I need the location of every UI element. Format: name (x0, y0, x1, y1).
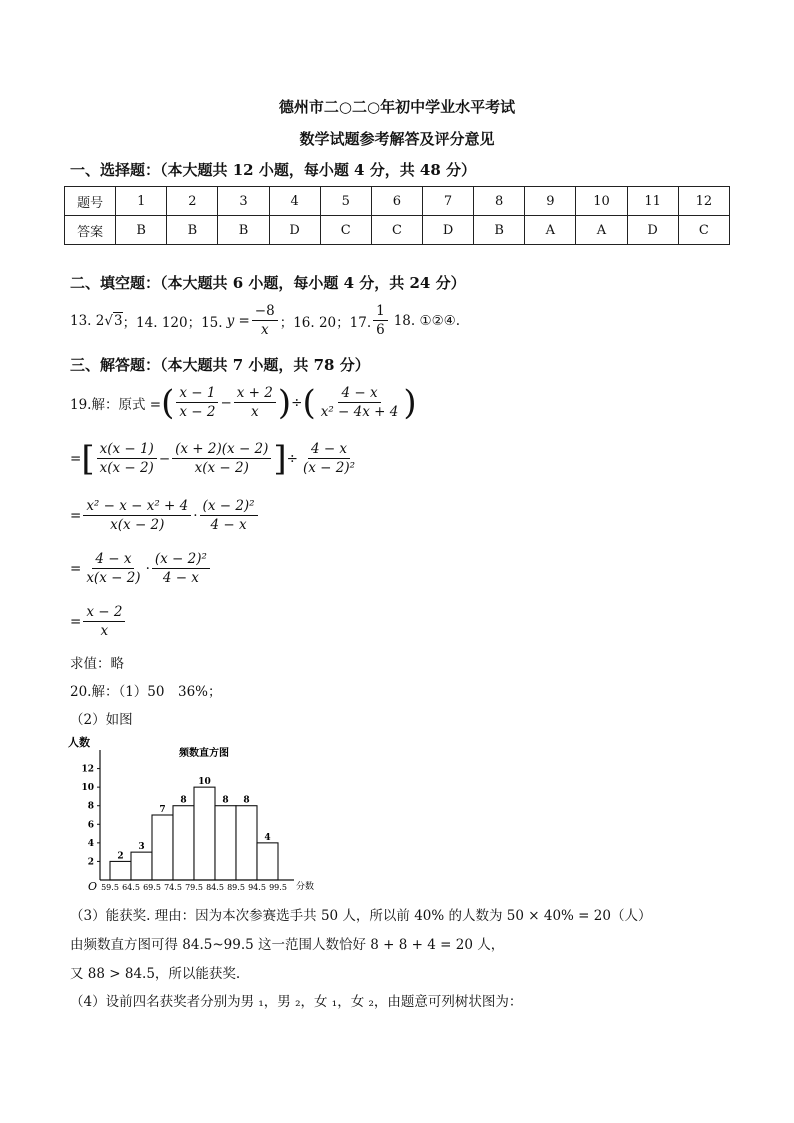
histogram-bar (152, 815, 173, 880)
q20-part-1: 20.解：（1）50 36%； (70, 684, 222, 700)
x-tick-label: 79.5 (185, 883, 203, 892)
x-tick-label: 89.5 (227, 883, 245, 892)
answer-14: ；14. 120；15. (122, 314, 223, 331)
y-tick-label: 12 (81, 764, 94, 775)
section-1-heading: 一、选择题：（本大题共 12 小题，每小题 4 分，共 48 分） (70, 161, 477, 179)
x-axis-label: 分数 (296, 882, 315, 892)
q19-step-4: = $\frac{4 - x}{x(x - 2)}$ · $\frac{\text{(x − 2)²}}{4 - x}$ (70, 550, 212, 587)
frequency-histogram (64, 732, 324, 894)
answer-cell: B (474, 216, 525, 245)
q19-label: 19.解：原式 = (70, 396, 162, 413)
answer-cell: D (627, 216, 678, 245)
question-number-cell: 11 (627, 187, 678, 216)
answer-table (64, 186, 730, 245)
y-tick-label: 8 (87, 801, 94, 812)
page-title: 德州市二○二○年初中学业水平考试 (278, 98, 516, 116)
x-tick-label: 74.5 (164, 883, 182, 892)
question-number-cell: 8 (474, 187, 525, 216)
answer-15-lhs: y = (226, 312, 250, 329)
x-tick-label: 59.5 (101, 883, 119, 892)
y-tick-label: 2 (87, 857, 94, 868)
answer-cell: C (320, 216, 371, 245)
question-number-cell: 5 (320, 187, 371, 216)
question-number-cell: 12 (678, 187, 729, 216)
histogram-bar (215, 806, 236, 880)
answer-13-radicand: 3 (113, 312, 123, 329)
q19-step-5: = $\frac{x - 2}{x}$ (70, 603, 127, 640)
q19-step-1: 19.解：原式 = ( $\frac{x - 1}{x - 2}$ − $\frac{x + 2}{x}$ ) ÷ ( $\frac{4 - x}{\text{x² − 4x + 4}}$ ) (70, 382, 417, 423)
question-number-cell: 2 (167, 187, 218, 216)
q20-part-3-line-3: 又 88 > 84.5，所以能获奖. (70, 966, 241, 982)
bar-value-label: 7 (159, 805, 166, 815)
answer-cell: B (218, 216, 269, 245)
section-3-heading: 三、解答题：（本大题共 7 小题，共 78 分） (70, 356, 370, 374)
table-row (65, 187, 730, 216)
q20-part-4: （4）设前四名获奖者分别为男 ₁，男 ₂，女 ₁，女 ₂，由题意可列树状图为： (70, 994, 523, 1010)
bar-value-label: 10 (198, 777, 211, 788)
x-tick-label: 84.5 (206, 883, 224, 892)
bar-value-label: 3 (138, 842, 145, 853)
question-number-cell: 6 (371, 187, 422, 216)
bar-value-label: 8 (180, 795, 187, 806)
question-number-cell: 7 (422, 187, 473, 216)
histogram-bar (257, 843, 278, 880)
question-number-cell: 3 (218, 187, 269, 216)
answer-17-fraction: $\frac{1}{6}$ (373, 302, 388, 339)
histogram-bar (131, 852, 152, 880)
bar-value-label: 2 (117, 851, 124, 862)
y-axis-label: 人数 (68, 736, 90, 749)
question-number-cell: 4 (269, 187, 320, 216)
y-tick-label: 4 (87, 838, 94, 849)
q19-step-2: = [ $\frac{x(x - 1)}{x(x - 2)}$ − $\frac{(x + 2)(x - 2)}{x(x - 2)}$ ] ÷ $\frac{4 - x}{\text{(x − 2)²}}$ (70, 438, 356, 479)
page-subtitle: 数学试题参考解答及评分意见 (299, 130, 495, 148)
q20-part-2: （2）如图 (70, 712, 133, 728)
chart-title: 频数直方图 (179, 748, 229, 759)
histogram-bar (236, 806, 257, 880)
answer-13: 13. 2 (70, 312, 105, 329)
y-tick-label: 10 (81, 783, 94, 794)
answer-cell: A (576, 216, 627, 245)
histogram-bar (194, 787, 215, 880)
q19-eval: 求值：略 (70, 656, 124, 672)
question-number-cell: 9 (525, 187, 576, 216)
row-label-answer: 答案 (65, 216, 116, 245)
question-number-cell: 1 (116, 187, 167, 216)
answer-cell: C (678, 216, 729, 245)
histogram-bar (110, 861, 131, 880)
answer-cell: A (525, 216, 576, 245)
x-tick-label: 99.5 (269, 883, 287, 892)
bar-value-label: 8 (243, 795, 250, 806)
bar-value-label: 8 (222, 795, 229, 806)
x-tick-label: 94.5 (248, 883, 266, 892)
x-tick-label: 69.5 (143, 883, 161, 892)
table-row (65, 216, 730, 245)
answer-18: 18. ①②④. (393, 312, 461, 329)
section-2-heading: 二、填空题：（本大题共 6 小题，每小题 4 分，共 24 分） (70, 274, 466, 292)
x-tick-label: 64.5 (122, 883, 140, 892)
q20-part-3: （3）能获奖. 理由：因为本次参赛选手共 50 人，所以前 40% 的人数为 50 × 40% = 20（人） (70, 908, 652, 924)
answer-cell: B (167, 216, 218, 245)
origin-label: O (88, 880, 98, 893)
bar-value-label: 4 (264, 832, 271, 843)
answer-cell: B (116, 216, 167, 245)
question-number-cell: 10 (576, 187, 627, 216)
answer-cell: D (422, 216, 473, 245)
answer-cell: D (269, 216, 320, 245)
answer-16: ；16. 20；17. (279, 314, 372, 331)
answer-cell: C (371, 216, 422, 245)
q19-step-3: = $\frac{\text{x² − x − x² + 4}}{x(x - 2)}$ · $\frac{\text{(x − 2)²}}{4 - x}$ (70, 497, 260, 534)
q20-part-3-line-2: 由频数直方图可得 84.5~99.5 这一范围人数恰好 8 + 8 + 4 = 20 人， (70, 937, 505, 953)
histogram-bar (173, 806, 194, 880)
y-tick-label: 6 (87, 820, 94, 831)
answer-15-fraction: $\frac{-8}{x}$ (252, 302, 278, 339)
fill-in-answers: 13. 2 √3 ；14. 120；15. y = $\frac{-8}{x}$ ；16. 20；17. $\frac{1}{6}$ 18. ①②④. (70, 303, 461, 338)
row-label-number: 题号 (65, 187, 116, 216)
